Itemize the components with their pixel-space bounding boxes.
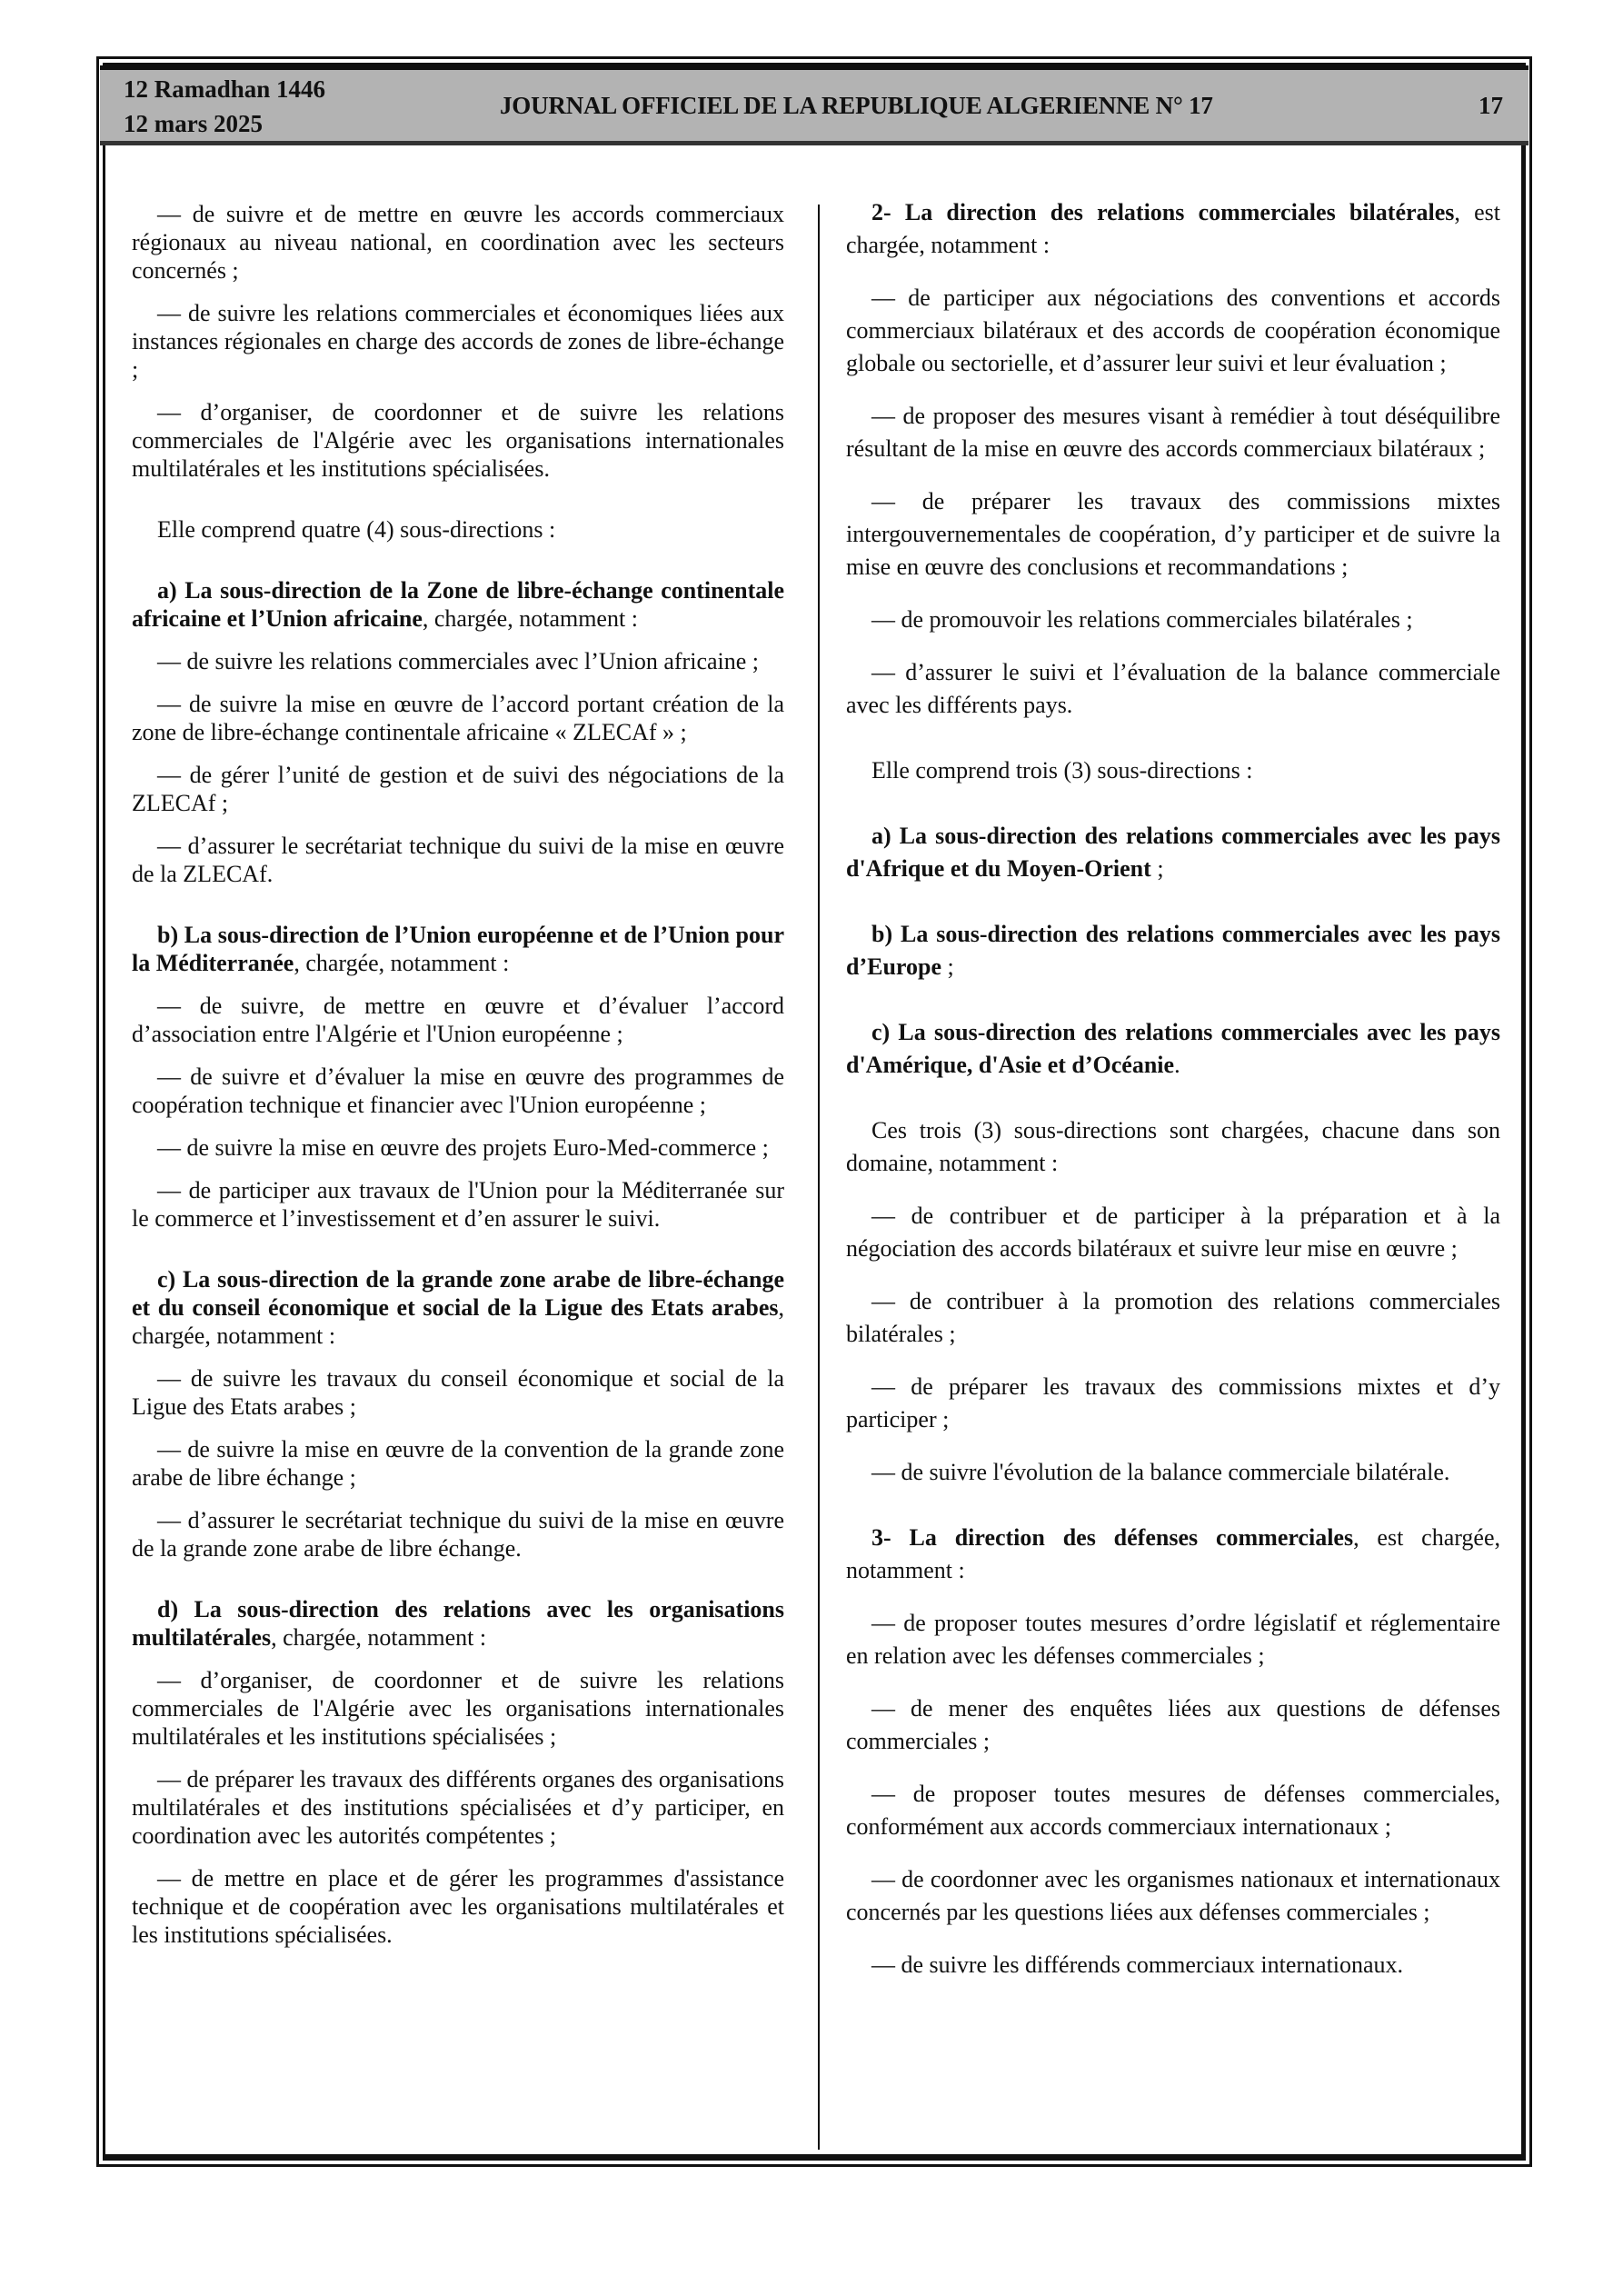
- section-heading-paragraph: [846, 918, 1500, 983]
- heading-text: a) La sous-direction de la Zone de libre-échange continentale africaine et l’Union africaine: [132, 577, 784, 632]
- section-heading-paragraph: [846, 196, 1500, 262]
- section-heading-paragraph: [132, 1595, 784, 1652]
- paragraph-text: — d’assurer le suivi et l’évaluation de la balance commerciale avec les différents pays.: [846, 659, 1500, 718]
- paragraph-text: — de suivre la mise en œuvre de la convention de la grande zone arabe de libre échange ;: [132, 1436, 784, 1491]
- paragraph: [132, 832, 784, 888]
- paragraph: [846, 1607, 1500, 1672]
- heading-text: d) La sous-direction des relations avec les organisations multilatérales: [132, 1596, 784, 1651]
- gregorian-date: 12 mars 2025: [124, 110, 263, 137]
- paragraph-text: , chargée, notamment :: [422, 605, 638, 632]
- column-divider: [818, 205, 820, 2150]
- paragraph-text: , chargée, notamment :: [271, 1624, 487, 1651]
- journal-header: [100, 65, 1528, 145]
- paragraph-text: — de préparer les travaux des différents organes des organisations multilatérales et des institutions spécialisées et d’y participer, en coordination avec les autorités compétentes ;: [132, 1766, 784, 1849]
- paragraph: [132, 1133, 784, 1162]
- paragraph-text: — de suivre les différends commerciaux internationaux.: [871, 1952, 1404, 1978]
- page-number: 17: [1479, 92, 1503, 119]
- paragraph: [132, 1063, 784, 1119]
- paragraph: [846, 1371, 1500, 1436]
- paragraph: [132, 1364, 784, 1421]
- paragraph: [846, 1778, 1500, 1843]
- paragraph: [846, 1285, 1500, 1351]
- section-heading-paragraph: [132, 1265, 784, 1350]
- paragraph: [132, 1435, 784, 1492]
- paragraph-text: Elle comprend trois (3) sous-directions :: [871, 757, 1253, 784]
- paragraph-text: — de suivre les relations commerciales et économiques liées aux instances régionales en charge des accords de zones de libre-échange ;: [132, 300, 784, 383]
- paragraph-text: — de mettre en place et de gérer les programmes d'assistance technique et de coopération avec les organisations multilatérales et les institutions spécialisées.: [132, 1865, 784, 1948]
- paragraph-text: — de suivre les travaux du conseil économique et social de la Ligue des Etats arabes ;: [132, 1365, 784, 1420]
- paragraph-text: — de promouvoir les relations commerciales bilatérales ;: [871, 606, 1413, 633]
- paragraph-text: — de proposer toutes mesures d’ordre législatif et réglementaire en relation avec les défenses commerciales ;: [846, 1610, 1500, 1669]
- heading-text: 2- La direction des relations commerciales bilatérales: [871, 199, 1455, 225]
- paragraph-text: — de suivre et d’évaluer la mise en œuvre des programmes de coopération technique et financier avec l'Union européenne ;: [132, 1063, 784, 1118]
- section-heading-paragraph: [846, 1522, 1500, 1587]
- paragraph: [132, 299, 784, 384]
- paragraph-text: — de gérer l’unité de gestion et de suivi des négociations de la ZLECAf ;: [132, 762, 784, 816]
- paragraph: [132, 1765, 784, 1850]
- paragraph: [846, 400, 1500, 465]
- paragraph-text: — d’organiser, de coordonner et de suivre les relations commerciales de l'Algérie avec les organisations internationales multilatérales et les institutions spécialisées ;: [132, 1667, 784, 1750]
- section-heading-paragraph: [132, 921, 784, 977]
- paragraph: [132, 1506, 784, 1562]
- paragraph-text: — d’organiser, de coordonner et de suivre les relations commerciales de l'Algérie avec les organisations internationales multilatérales et les institutions spécialisées.: [132, 399, 784, 482]
- paragraph-text: — de contribuer à la promotion des relations commerciales bilatérales ;: [846, 1288, 1500, 1347]
- paragraph-text: Elle comprend quatre (4) sous-directions :: [157, 516, 556, 543]
- paragraph: [132, 647, 784, 675]
- heading-text: c) La sous-direction de la grande zone arabe de libre-échange et du conseil économique et social de la Ligue des Etats arabes: [132, 1266, 784, 1321]
- paragraph: [132, 1176, 784, 1233]
- paragraph-text: — de proposer des mesures visant à remédier à tout déséquilibre résultant de la mise en œuvre des accords commerciaux bilatéraux ;: [846, 403, 1500, 462]
- paragraph-text: — de mener des enquêtes liées aux questions de défenses commerciales ;: [846, 1695, 1500, 1754]
- paragraph-text: — de suivre la mise en œuvre de l’accord portant création de la zone de libre-échange continentale africaine « ZLECAf » ;: [132, 691, 784, 745]
- paragraph: [132, 515, 784, 544]
- paragraph: [846, 282, 1500, 380]
- section-heading-paragraph: [846, 820, 1500, 885]
- section-heading-paragraph: [132, 576, 784, 633]
- paragraph-text: — d’assurer le secrétariat technique du suivi de la mise en œuvre de la grande zone arabe de libre échange.: [132, 1507, 784, 1562]
- paragraph: [132, 398, 784, 483]
- paragraph-text: — de suivre et de mettre en œuvre les accords commerciaux régionaux au niveau national, en coordination avec les secteurs concernés ;: [132, 201, 784, 284]
- heading-text: a) La sous-direction des relations commerciales avec les pays d'Afrique et du Moyen-Orient: [846, 823, 1500, 882]
- paragraph: [132, 761, 784, 817]
- paragraph-text: — de coordonner avec les organismes nationaux et internationaux concernés par les questions liées aux défenses commerciales ;: [846, 1866, 1500, 1925]
- journal-title: JOURNAL OFFICIEL DE LA REPUBLIQUE ALGERIENNE N° 17: [500, 92, 1213, 119]
- paragraph: [132, 1864, 784, 1949]
- paragraph: [132, 200, 784, 285]
- paragraph: [846, 656, 1500, 722]
- paragraph: [846, 1863, 1500, 1929]
- paragraph-text: — de préparer les travaux des commissions mixtes intergouvernementales de coopération, d’y participer et de suivre la mise en œuvre des conclusions et recommandations ;: [846, 488, 1500, 580]
- paragraph-text: ;: [941, 953, 954, 980]
- paragraph-text: — de proposer toutes mesures de défenses commerciales, conformément aux accords commerciaux internationaux ;: [846, 1781, 1500, 1840]
- paragraph-text: — de suivre la mise en œuvre des projets Euro-Med-commerce ;: [157, 1134, 769, 1161]
- paragraph-text: , chargée, notamment :: [132, 1294, 784, 1349]
- paragraph: [846, 1456, 1500, 1489]
- paragraph: [846, 1949, 1500, 1982]
- paragraph: [132, 690, 784, 746]
- paragraph: [846, 485, 1500, 584]
- paragraph: [846, 754, 1500, 787]
- hijri-date: 12 Ramadhan 1446: [124, 75, 326, 103]
- paragraph: [846, 1692, 1500, 1758]
- paragraph-text: , est chargée, notamment :: [846, 1524, 1501, 1583]
- paragraph-text: — de participer aux négociations des conventions et accords commerciaux bilatéraux et des accords de coopération économique globale ou sectorielle, et d’assurer leur suivi et leur évaluation ;: [846, 285, 1500, 376]
- paragraph-text: Ces trois (3) sous-directions sont chargées, chacune dans son domaine, notamment :: [846, 1117, 1500, 1176]
- paragraph-text: ;: [1150, 855, 1164, 882]
- paragraph-text: — de préparer les travaux des commissions mixtes et d’y participer ;: [846, 1373, 1500, 1433]
- paragraph: [132, 1666, 784, 1751]
- paragraph-text: — d’assurer le secrétariat technique du suivi de la mise en œuvre de la ZLECAf.: [132, 833, 784, 887]
- paragraph: [846, 604, 1500, 636]
- paragraph: [132, 992, 784, 1048]
- paragraph-text: — de suivre, de mettre en œuvre et d’évaluer l’accord d’association entre l'Algérie et l'Union européenne ;: [132, 993, 784, 1047]
- heading-text: 3- La direction des défenses commerciales: [871, 1524, 1354, 1551]
- paragraph-text: .: [1174, 1052, 1180, 1078]
- left-column: [132, 200, 784, 1963]
- paragraph-text: — de contribuer et de participer à la préparation et à la négociation des accords bilatéraux et suivre leur mise en œuvre ;: [846, 1203, 1500, 1262]
- paragraph-text: , chargée, notamment :: [294, 950, 510, 976]
- paragraph-text: — de suivre l'évolution de la balance commerciale bilatérale.: [871, 1459, 1450, 1485]
- heading-text: b) La sous-direction des relations commerciales avec les pays d’Europe: [846, 921, 1500, 980]
- paragraph-text: , est chargée, notamment :: [846, 199, 1500, 258]
- paragraph-text: — de participer aux travaux de l'Union pour la Méditerranée sur le commerce et l’investissement et d’en assurer le suivi.: [132, 1177, 784, 1232]
- heading-text: b) La sous-direction de l’Union européenne et de l’Union pour la Méditerranée: [132, 922, 784, 976]
- section-heading-paragraph: [846, 1016, 1500, 1082]
- paragraph: [846, 1200, 1500, 1265]
- right-column: [846, 196, 1500, 2002]
- paragraph-text: — de suivre les relations commerciales avec l’Union africaine ;: [157, 648, 760, 674]
- heading-text: c) La sous-direction des relations commerciales avec les pays d'Amérique, d'Asie et d’Océanie: [846, 1019, 1500, 1078]
- paragraph: [846, 1114, 1500, 1180]
